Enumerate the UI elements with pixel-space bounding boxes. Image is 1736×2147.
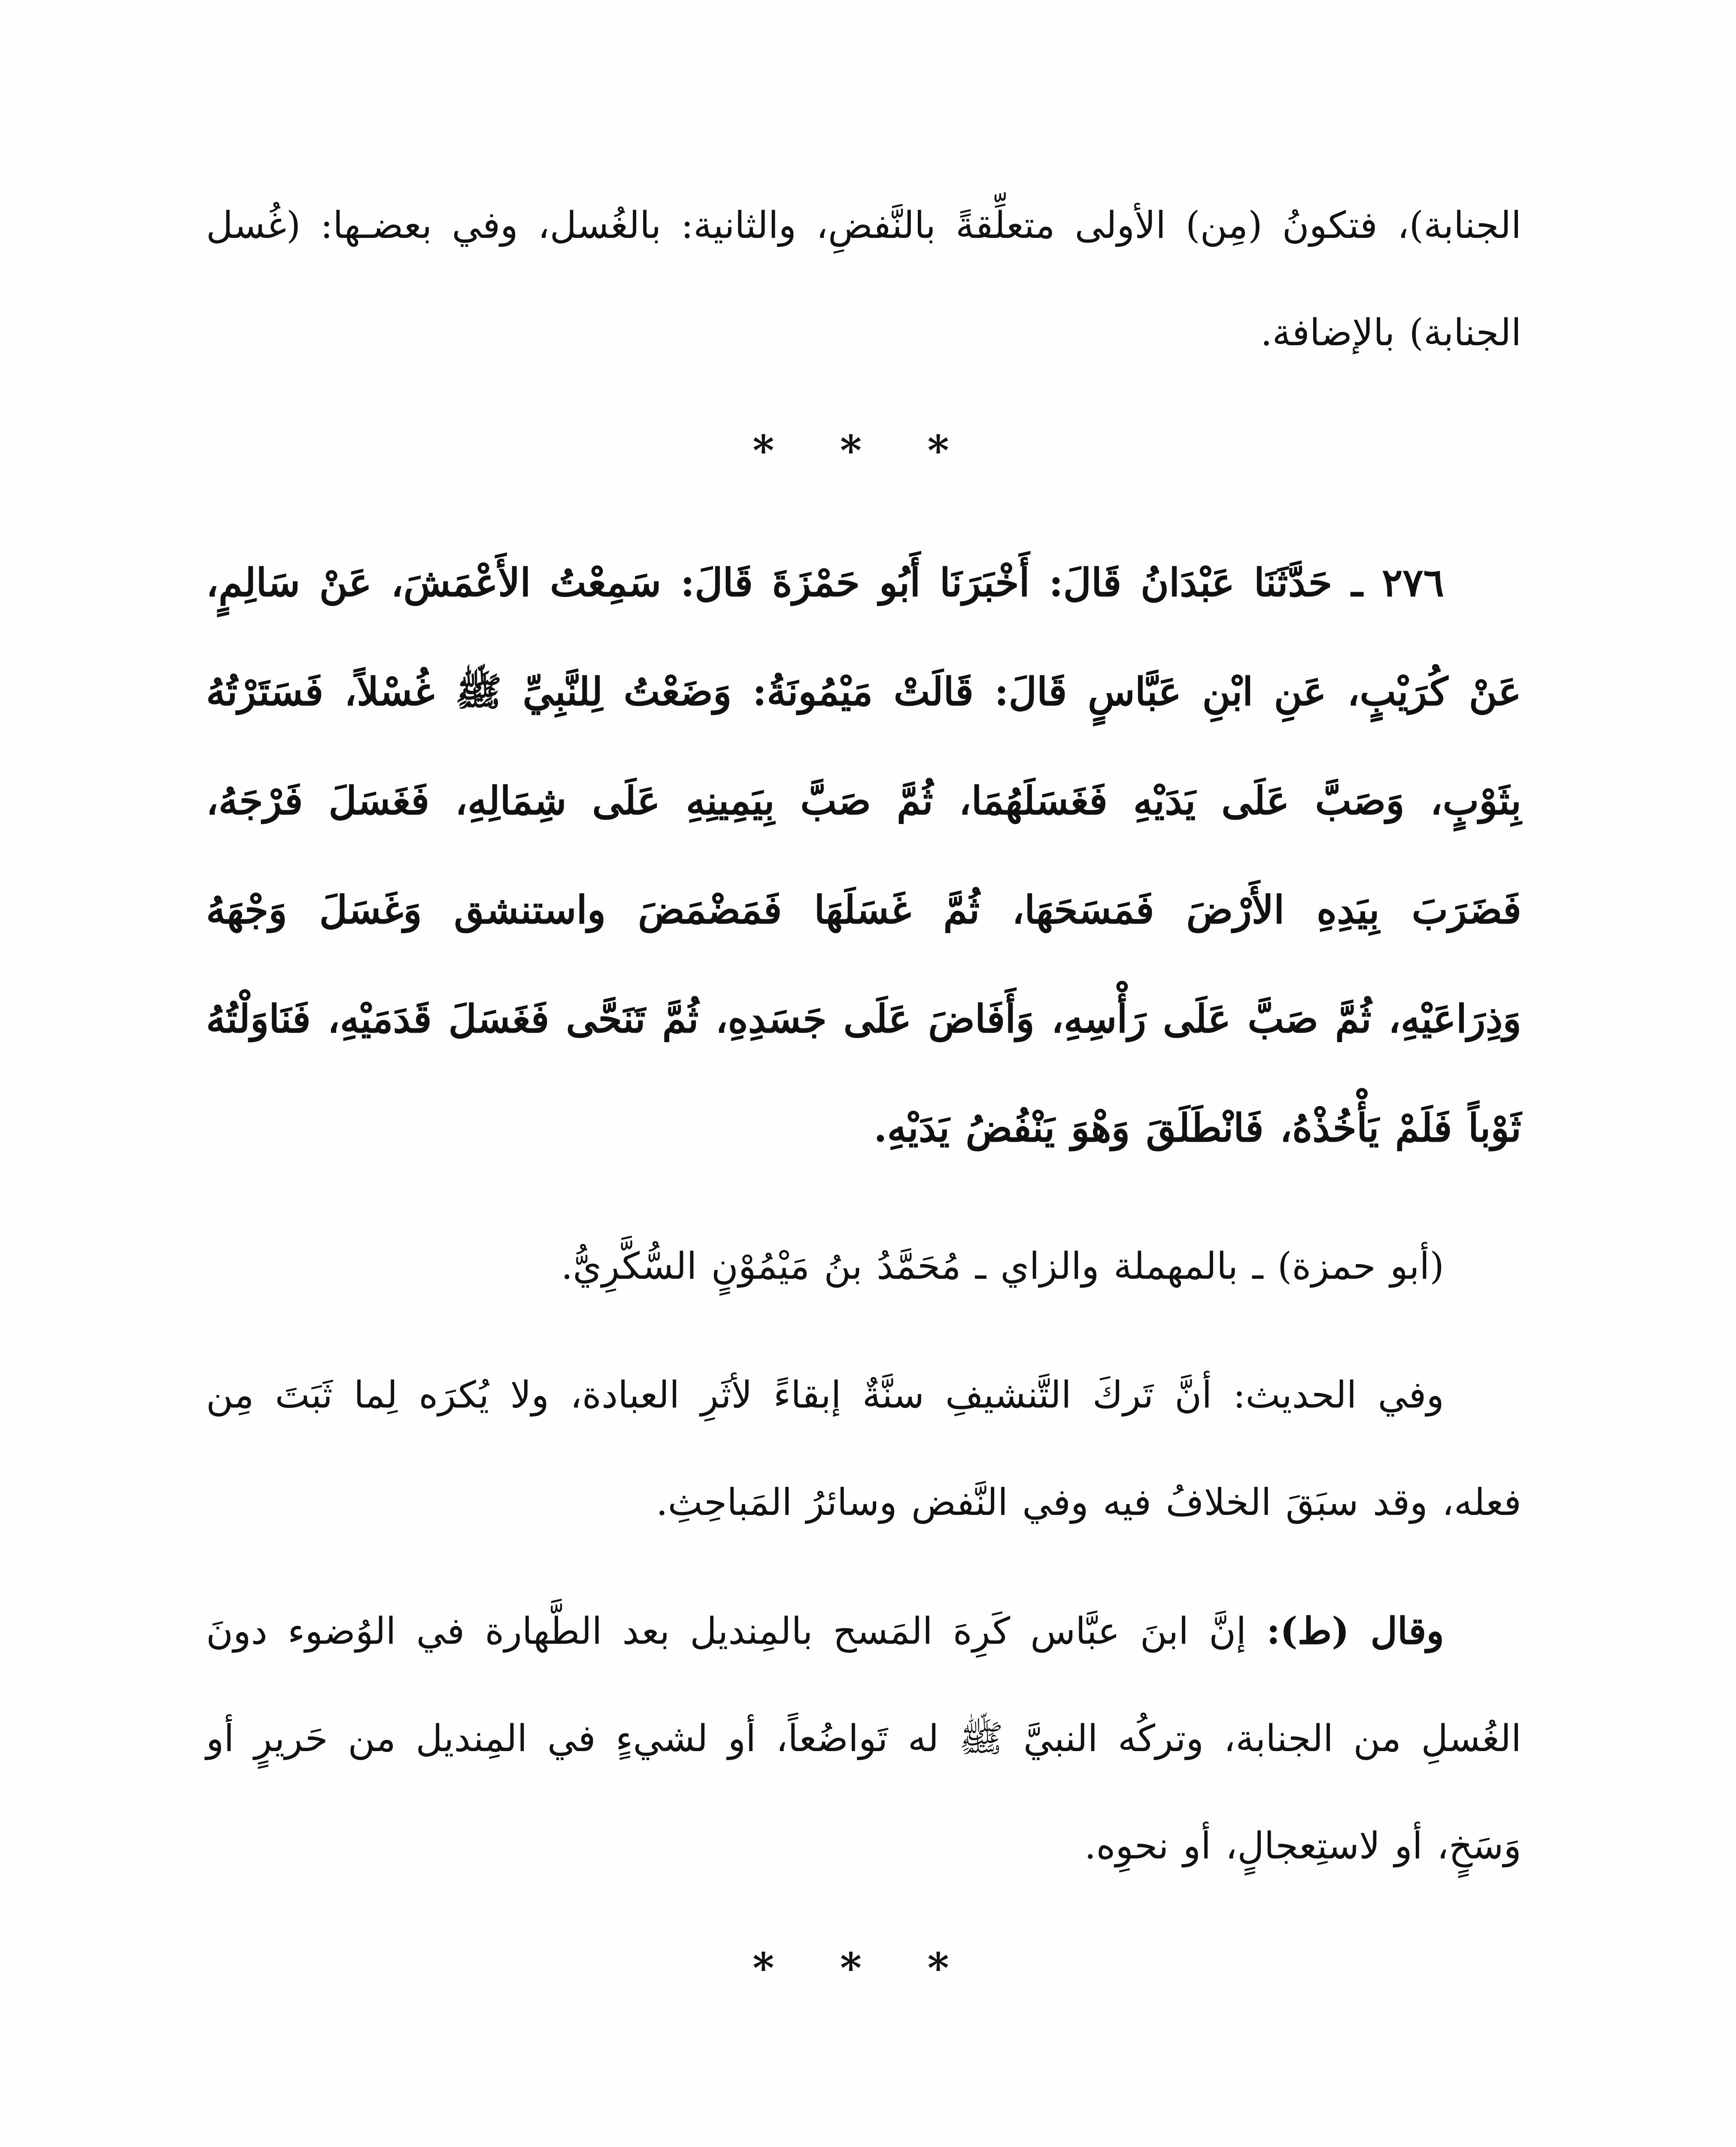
commentary-label: وقال (ط):: [1266, 1609, 1444, 1653]
hadith-text: ٢٧٦ ـ حَدَّثَنَا عَبْدَانُ قَالَ: أَخْبَرَنَا أَبُو حَمْزَةَ قَالَ: سَمِعْتُ الأَعْمَشَ، عَنْ سَالِمٍ، عَنْ كُرَيْبٍ، عَنِ ابْنِ عَبَّاسٍ قَالَ: قَالَتْ مَيْمُونَةُ: وَضَعْتُ لِلنَّبِيِّ ﷺ غُسْلاً، فَسَتَرْتُهُ بِثَوْبٍ، وَصَبَّ عَلَى يَدَيْهِ فَغَسَلَهُمَا، ثُمَّ صَبَّ بِيَمِينِهِ عَلَى شِمَالِهِ، فَغَسَلَ فَرْجَهُ، فَضَرَبَ بِيَدِهِ الأَرْضَ فَمَسَحَهَا، ثُمَّ غَسَلَهَا فَمَضْمَضَ واستنشق وَغَسَلَ وَجْهَهُ وَذِرَاعَيْهِ، ثُمَّ صَبَّ عَلَى رَأْسِهِ، وَأَفَاضَ عَلَى جَسَدِهِ، ثُمَّ تَنَحَّى فَغَسَلَ قَدَمَيْهِ، فَنَاوَلْتُهُ ثَوْباً فَلَمْ يَأْخُذْهُ، فَانْطَلَقَ وَهْوَ يَنْفُضُ يَدَيْهِ.: [206, 560, 1521, 1151]
intro-paragraph: الجنابة)، فتكونُ (مِن) الأولى متعلِّقةً بالنَّفضِ، والثانية: بالغُسل، وفي بعضـها: (غُسل الجنابة) بالإضافة.: [206, 204, 1521, 354]
section-separator: * * *: [753, 426, 975, 475]
section-separator: * * *: [753, 1944, 975, 1992]
hadith-benefit: وفي الحديث: أنَّ تَركَ التَّنشيفِ سنَّةٌ إبقاءً لأثَرِ العبادة، ولا يُكرَه لِما ثَبَتَ مِن فعله، وقد سبَقَ الخلافُ فيه وفي النَّفض وسائرُ المَباحِثِ.: [206, 1374, 1521, 1524]
narrator-note: (أبو حمزة) ـ بالمهملة والزاي ـ مُحَمَّدُ بنُ مَيْمُوْنٍ السُّكَّرِيُّ.: [561, 1245, 1444, 1288]
spacer: [206, 1556, 1521, 1578]
spacer: [206, 1183, 1521, 1213]
spacer: [206, 1320, 1521, 1341]
commentary-paragraph: [206, 1578, 1521, 1900]
commentary-text: إنَّ ابنَ عبَّاس كَرِهَ المَسح بالمِنديل بعد الطَّهارة في الوُضوء دونَ الغُسلِ من الجنابة، وتركُه النبيَّ ﷺ له تَواضُعاً، أو لشيءٍ في المِنديل من حَريرٍ أو وَسَخٍ، أو لاستِعجالٍ، أو نحوِه.: [206, 1610, 1521, 1867]
page-body: [206, 172, 1521, 2011]
